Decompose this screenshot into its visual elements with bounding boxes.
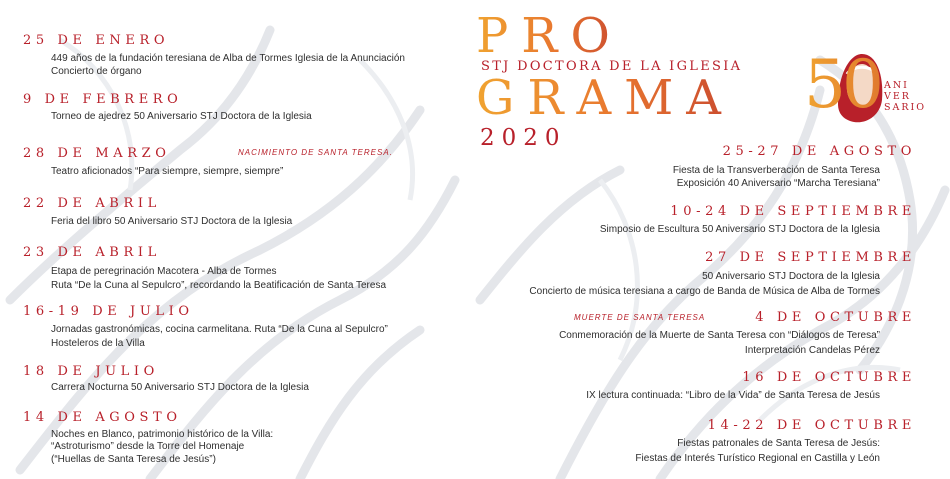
title-line-1: PRO <box>476 8 623 64</box>
aniversario-line-2: VER <box>884 91 911 102</box>
event-date: 22 DE ABRIL <box>23 196 161 211</box>
event-line: Jornadas gastronómicas, cocina carmelitana. Ruta “De la Cuna al Sepulcro” <box>51 324 388 335</box>
event-line: (“Huellas de Santa Teresa de Jesús”) <box>51 454 216 465</box>
event-date: 18 DE JULIO <box>23 364 159 379</box>
event-date: 16 DE OCTUBRE <box>742 370 916 385</box>
event-line: Etapa de peregrinación Macotera - Alba de Tormes <box>51 266 277 277</box>
event-date: 25-27 DE AGOSTO <box>722 144 916 159</box>
event-note: NACIMIENTO DE SANTA TERESA. <box>238 148 393 157</box>
event-date: 10-24 DE SEPTIEMBRE <box>670 204 916 219</box>
event-line: Interpretación Candelas Pérez <box>744 345 880 356</box>
aniversario-line-3: SARIO <box>884 102 927 113</box>
subtitle: STJ DOCTORA DE LA IGLESIA <box>481 59 743 74</box>
event-line: Fiestas de Interés Turístico Regional en Castilla y León <box>635 453 880 464</box>
event-line: Torneo de ajedrez 50 Aniversario STJ Doctora de la Iglesia <box>51 111 312 122</box>
event-line: IX lectura continuada: “Libro de la Vida” de Santa Teresa de Jesús <box>586 390 880 401</box>
aniversario-line-1: ANI <box>884 80 909 91</box>
event-date: 28 DE MARZO <box>23 146 171 161</box>
event-line: Concierto de música teresiana a cargo de Banda de Música de Alba de Tormes <box>529 286 880 297</box>
event-date: 23 DE ABRIL <box>23 245 161 260</box>
event-line: Feria del libro 50 Aniversario STJ Doctora de la Iglesia <box>51 216 293 227</box>
event-note: MUERTE DE SANTA TERESA <box>574 313 706 322</box>
event-line: Teatro aficionados “Para siempre, siempre, siempre” <box>51 166 284 177</box>
event-date: 16-19 DE JULIO <box>23 304 194 319</box>
event-line: Fiesta de la Transverberación de Santa Teresa <box>672 165 880 176</box>
event-line: Carrera Nocturna 50 Aniversario STJ Doctora de la Iglesia <box>51 382 309 393</box>
event-line: Fiestas patronales de Santa Teresa de Jesús: <box>677 438 880 449</box>
event-line: 50 Aniversario STJ Doctora de la Iglesia <box>702 271 880 282</box>
event-date: 4 DE OCTUBRE <box>755 310 916 325</box>
event-date: 25 DE ENERO <box>23 33 170 48</box>
event-line: Simposio de Escultura 50 Aniversario STJ Doctora de la Iglesia <box>599 224 880 235</box>
anniversary-logo <box>800 44 890 126</box>
event-line: Conmemoración de la Muerte de Santa Teresa con “Diálogos de Teresa” <box>559 330 880 341</box>
event-line: Exposición 40 Aniversario “Marcha Teresiana” <box>676 178 880 189</box>
event-date: 27 DE SEPTIEMBRE <box>705 250 916 265</box>
event-date: 14 DE AGOSTO <box>23 410 182 425</box>
event-line: 449 años de la fundación teresiana de Alba de Tormes Iglesia de la Anunciación <box>51 53 405 64</box>
event-line: Ruta “De la Cuna al Sepulcro”, recordando la Beatificación de Santa Teresa <box>51 280 387 291</box>
event-date: 14-22 DE OCTUBRE <box>707 418 916 433</box>
event-line: “Astroturismo” desde la Torre del Homenaje <box>51 441 245 452</box>
event-line: Hosteleros de la Villa <box>51 338 145 349</box>
title-line-2: GRAMA <box>476 70 734 126</box>
event-line: Concierto de órgano <box>51 66 142 77</box>
event-date: 9 DE FEBRERO <box>23 92 183 107</box>
event-line: Noches en Blanco, patrimonio histórico de la Villa: <box>51 429 274 440</box>
logo-number: 50 <box>804 46 880 123</box>
year: 2020 <box>480 125 567 151</box>
